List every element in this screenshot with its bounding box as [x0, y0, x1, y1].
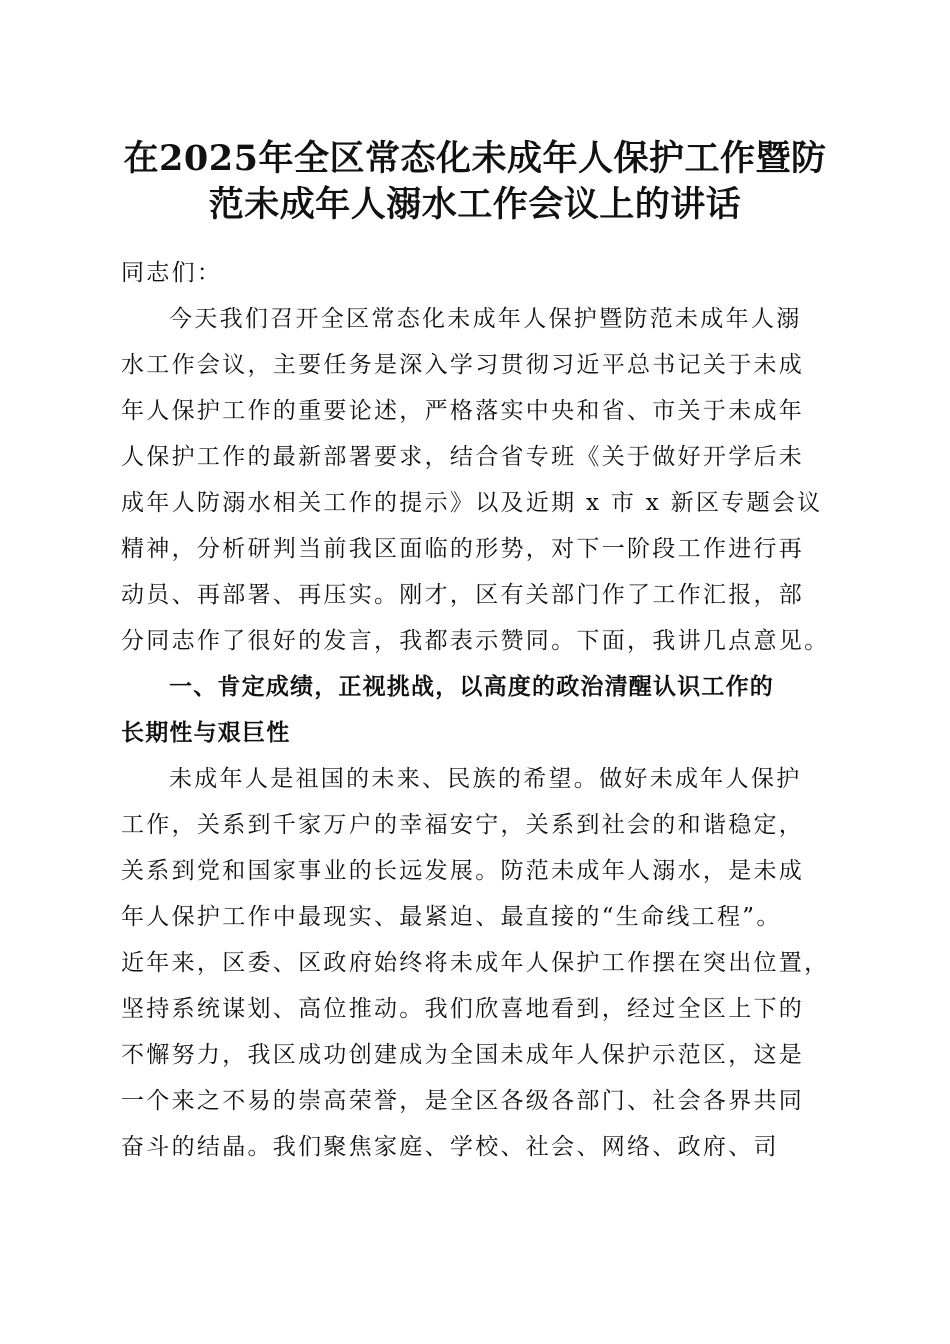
text-line: 关系到党和国家事业的长远发展。防范未成年人溺水，是未成	[121, 858, 805, 884]
text-line: 人保护工作的最新部署要求，结合省专班《关于做好开学后未	[121, 444, 805, 470]
text-line: 今天我们召开全区常态化未成年人保护暨防范未成年人溺	[169, 306, 802, 332]
text-line: 工作，关系到千家万户的幸福安宁，关系到社会的和谐稳定，	[121, 812, 805, 838]
text-line: 年人保护工作中最现实、最紧迫、最直接的“生命线工程”。	[121, 904, 782, 930]
document-title	[95, 136, 855, 228]
text-line: 近年来，区委、区政府始终将未成年人保护工作摆在突出位置，	[121, 950, 830, 976]
heading-line: 长期性与艰巨性	[121, 720, 291, 746]
document-body	[121, 250, 831, 1170]
paragraph-section-1	[121, 756, 831, 1170]
text-line: 动员、再部署、再压实。刚才，区有关部门作了工作汇报，部	[121, 582, 805, 608]
salutation: 同志们：	[121, 260, 223, 286]
text-line: 分同志作了很好的发言，我都表示赞同。下面，我讲几点意见。	[121, 628, 830, 654]
text-line: 一个来之不易的崇高荣誉，是全区各级各部门、社会各界共同	[121, 1088, 805, 1114]
text-line: 坚持系统谋划、高位推动。我们欣喜地看到，经过全区上下的	[121, 996, 805, 1022]
text-line: 水工作会议，主要任务是深入学习贯彻习近平总书记关于未成	[121, 352, 805, 378]
paragraph-intro	[121, 296, 831, 664]
text-line: 年人保护工作的重要论述，严格落实中央和省、市关于未成年	[121, 398, 805, 424]
title-line: 范未成年人溺水工作会议上的讲话	[208, 184, 742, 225]
text-line: 不懈努力，我区成功创建成为全国未成年人保护示范区，这是	[121, 1042, 805, 1068]
text-line: 未成年人是祖国的未来、民族的希望。做好未成年人保护	[169, 766, 802, 792]
title-line: 在2025年全区常态化未成年人保护工作暨防	[123, 138, 827, 179]
text-line: 精神，分析研判当前我区面临的形势，对下一阶段工作进行再	[121, 536, 805, 562]
section-heading-1	[121, 664, 831, 756]
text-line: 奋斗的结晶。我们聚焦家庭、学校、社会、网络、政府、司	[121, 1134, 779, 1160]
heading-line: 一、肯定成绩，正视挑战，以高度的政治清醒认识工作的	[169, 674, 774, 700]
text-line: 成年人防溺水相关工作的提示》以及近期 x 市 x 新区专题会议	[121, 490, 823, 516]
